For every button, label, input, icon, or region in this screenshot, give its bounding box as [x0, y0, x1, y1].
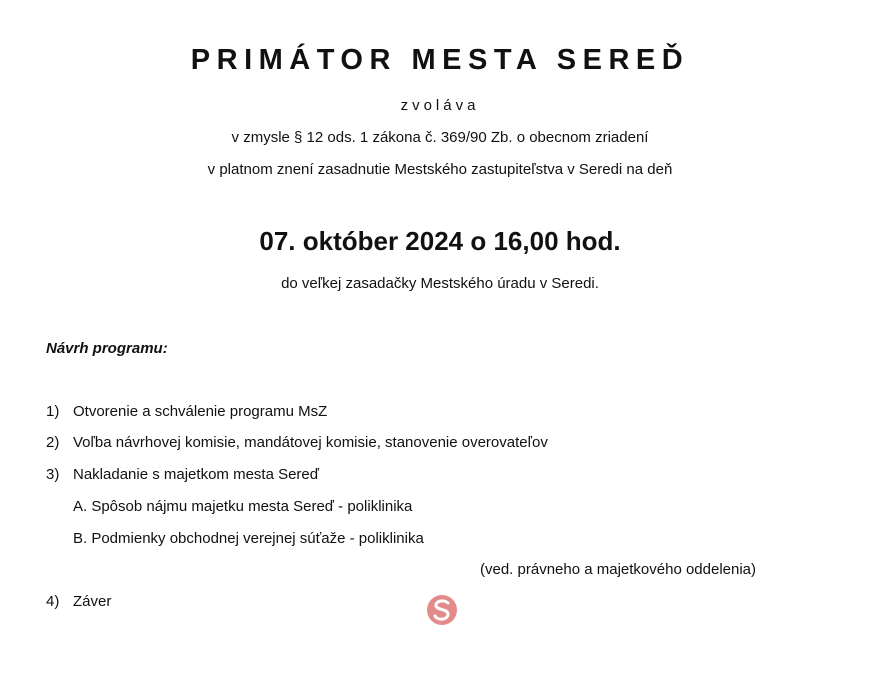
session-date: 07. október 2024 o 16,00 hod.	[259, 226, 621, 256]
item-text: Voľba návrhovej komisie, mandátovej komisie, stanovenie overovateľov	[73, 434, 548, 451]
sub-item: B. Podmienky obchodnej verejnej súťaže - poliklinika	[73, 530, 424, 547]
item-number: 2)	[46, 434, 60, 451]
legal-basis-line: v zmysle § 12 ods. 1 zákona č. 369/90 Zb. o obecnom zriadení	[231, 129, 649, 146]
item-number: 4)	[46, 593, 60, 610]
item-text: Nakladanie s majetkom mesta Sereď	[73, 466, 319, 483]
session-line: v platnom znení zasadnutie Mestského zastupiteľstva v Seredi na deň	[207, 161, 673, 178]
sub-item: A. Spôsob nájmu majetku mesta Sereď - poliklinika	[73, 498, 413, 515]
item-text: Záver	[73, 593, 112, 610]
session-location: do veľkej zasadačky Mestského úradu v Seredi.	[281, 275, 599, 292]
item-number: 1)	[46, 403, 60, 420]
department-note: (ved. právneho a majetkového oddelenia)	[480, 561, 757, 578]
document-title: PRIMÁTOR MESTA SEREĎ	[190, 44, 690, 76]
item-text: Otvorenie a schválenie programu MsZ	[73, 403, 328, 420]
item-number: 3)	[46, 466, 60, 483]
city-logo-icon	[426, 594, 458, 626]
convenes-text: zvoláva	[400, 97, 480, 114]
program-heading: Návrh programu:	[46, 340, 168, 357]
